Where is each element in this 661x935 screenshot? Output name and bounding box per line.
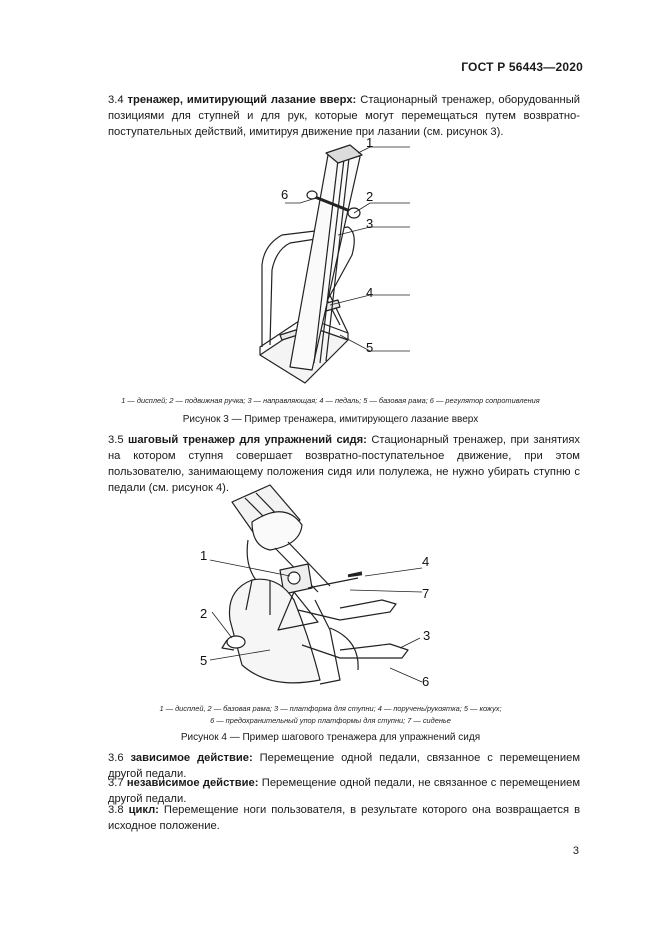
callout-4: 4 bbox=[366, 285, 374, 300]
standard-code-header: ГОСТ Р 56443—2020 bbox=[461, 60, 583, 74]
clause-number: 3.8 bbox=[108, 804, 124, 816]
figure-4-legend-line-2: 6 — предохранительный упор платформы для ступни; 7 — сиденье bbox=[210, 716, 451, 725]
clause-number: 3.6 bbox=[108, 752, 124, 764]
figure-3-climber-drawing bbox=[230, 135, 430, 390]
clause-3-4 bbox=[108, 92, 580, 140]
clause-definition: Перемещение одной педали, связанное с перемещением другой педали. bbox=[108, 752, 581, 780]
clause-definition: Стационарный тренажер, оборудованный позициями для ступней и для рук, которые могут перемещаться путем возвратно-поступательных действий, имитируя движение при лазании (см. рисунок 3). bbox=[108, 94, 580, 138]
clause-number: 3.5 bbox=[108, 434, 124, 446]
clause-3-8 bbox=[108, 802, 580, 834]
callout-1: 1 bbox=[366, 135, 374, 150]
figure-4-seated-stepper-drawing bbox=[190, 480, 450, 700]
callout-4: 4 bbox=[422, 554, 430, 569]
figure-4-caption: Рисунок 4 — Пример шагового тренажера для упражнений сидя bbox=[180, 732, 481, 743]
clause-definition: Перемещение одной педали, не связанное с перемещением другой педали. bbox=[108, 777, 581, 805]
callout-3: 3 bbox=[366, 216, 374, 231]
figure-3-caption: Рисунок 3 — Пример тренажера, имитирующего лазание вверх bbox=[182, 414, 479, 425]
callout-3: 3 bbox=[423, 628, 431, 643]
clause-number: 3.7 bbox=[108, 777, 124, 789]
figure-3-legend: 1 — дисплей; 2 — подвижная ручка; 3 — направляющая; 4 — педаль; 5 — базовая рама; 6 — регулятор сопротивления bbox=[121, 396, 540, 405]
figure-4-legend bbox=[60, 703, 601, 727]
clause-definition: Стационарный тренажер, при занятиях на котором ступня совершает возвратно-поступательное движение, при этом пользователю, занимающему положения сидя или полулежа, не нужно убирать ступню с педали (см. рисунок 4). bbox=[108, 434, 581, 494]
callout-6: 6 bbox=[422, 674, 430, 689]
callout-7: 7 bbox=[422, 586, 430, 601]
callout-1: 1 bbox=[200, 548, 208, 563]
clause-term: цикл: bbox=[128, 804, 159, 816]
clause-definition: Перемещение ноги пользователя, в результате которого она возвращается в исходное положение. bbox=[108, 804, 581, 832]
callout-5: 5 bbox=[366, 340, 374, 355]
callout-2: 2 bbox=[200, 606, 208, 621]
callout-6: 6 bbox=[281, 187, 289, 202]
clause-term: зависимое действие: bbox=[130, 752, 253, 764]
clause-term: шаговый тренажер для упражнений сидя: bbox=[128, 434, 367, 446]
clause-term: тренажер, имитирующий лазание вверх: bbox=[127, 94, 357, 106]
clause-term: независимое действие: bbox=[126, 777, 259, 789]
page-number: 3 bbox=[572, 845, 579, 857]
callout-5: 5 bbox=[200, 653, 208, 668]
clause-number: 3.4 bbox=[108, 94, 124, 106]
callout-2: 2 bbox=[366, 189, 374, 204]
figure-4-legend-line-1: 1 — дисплей, 2 — базовая рама; 3 — платформа для ступни; 4 — поручень/рукоятка; 5 — кожух; bbox=[159, 704, 502, 713]
